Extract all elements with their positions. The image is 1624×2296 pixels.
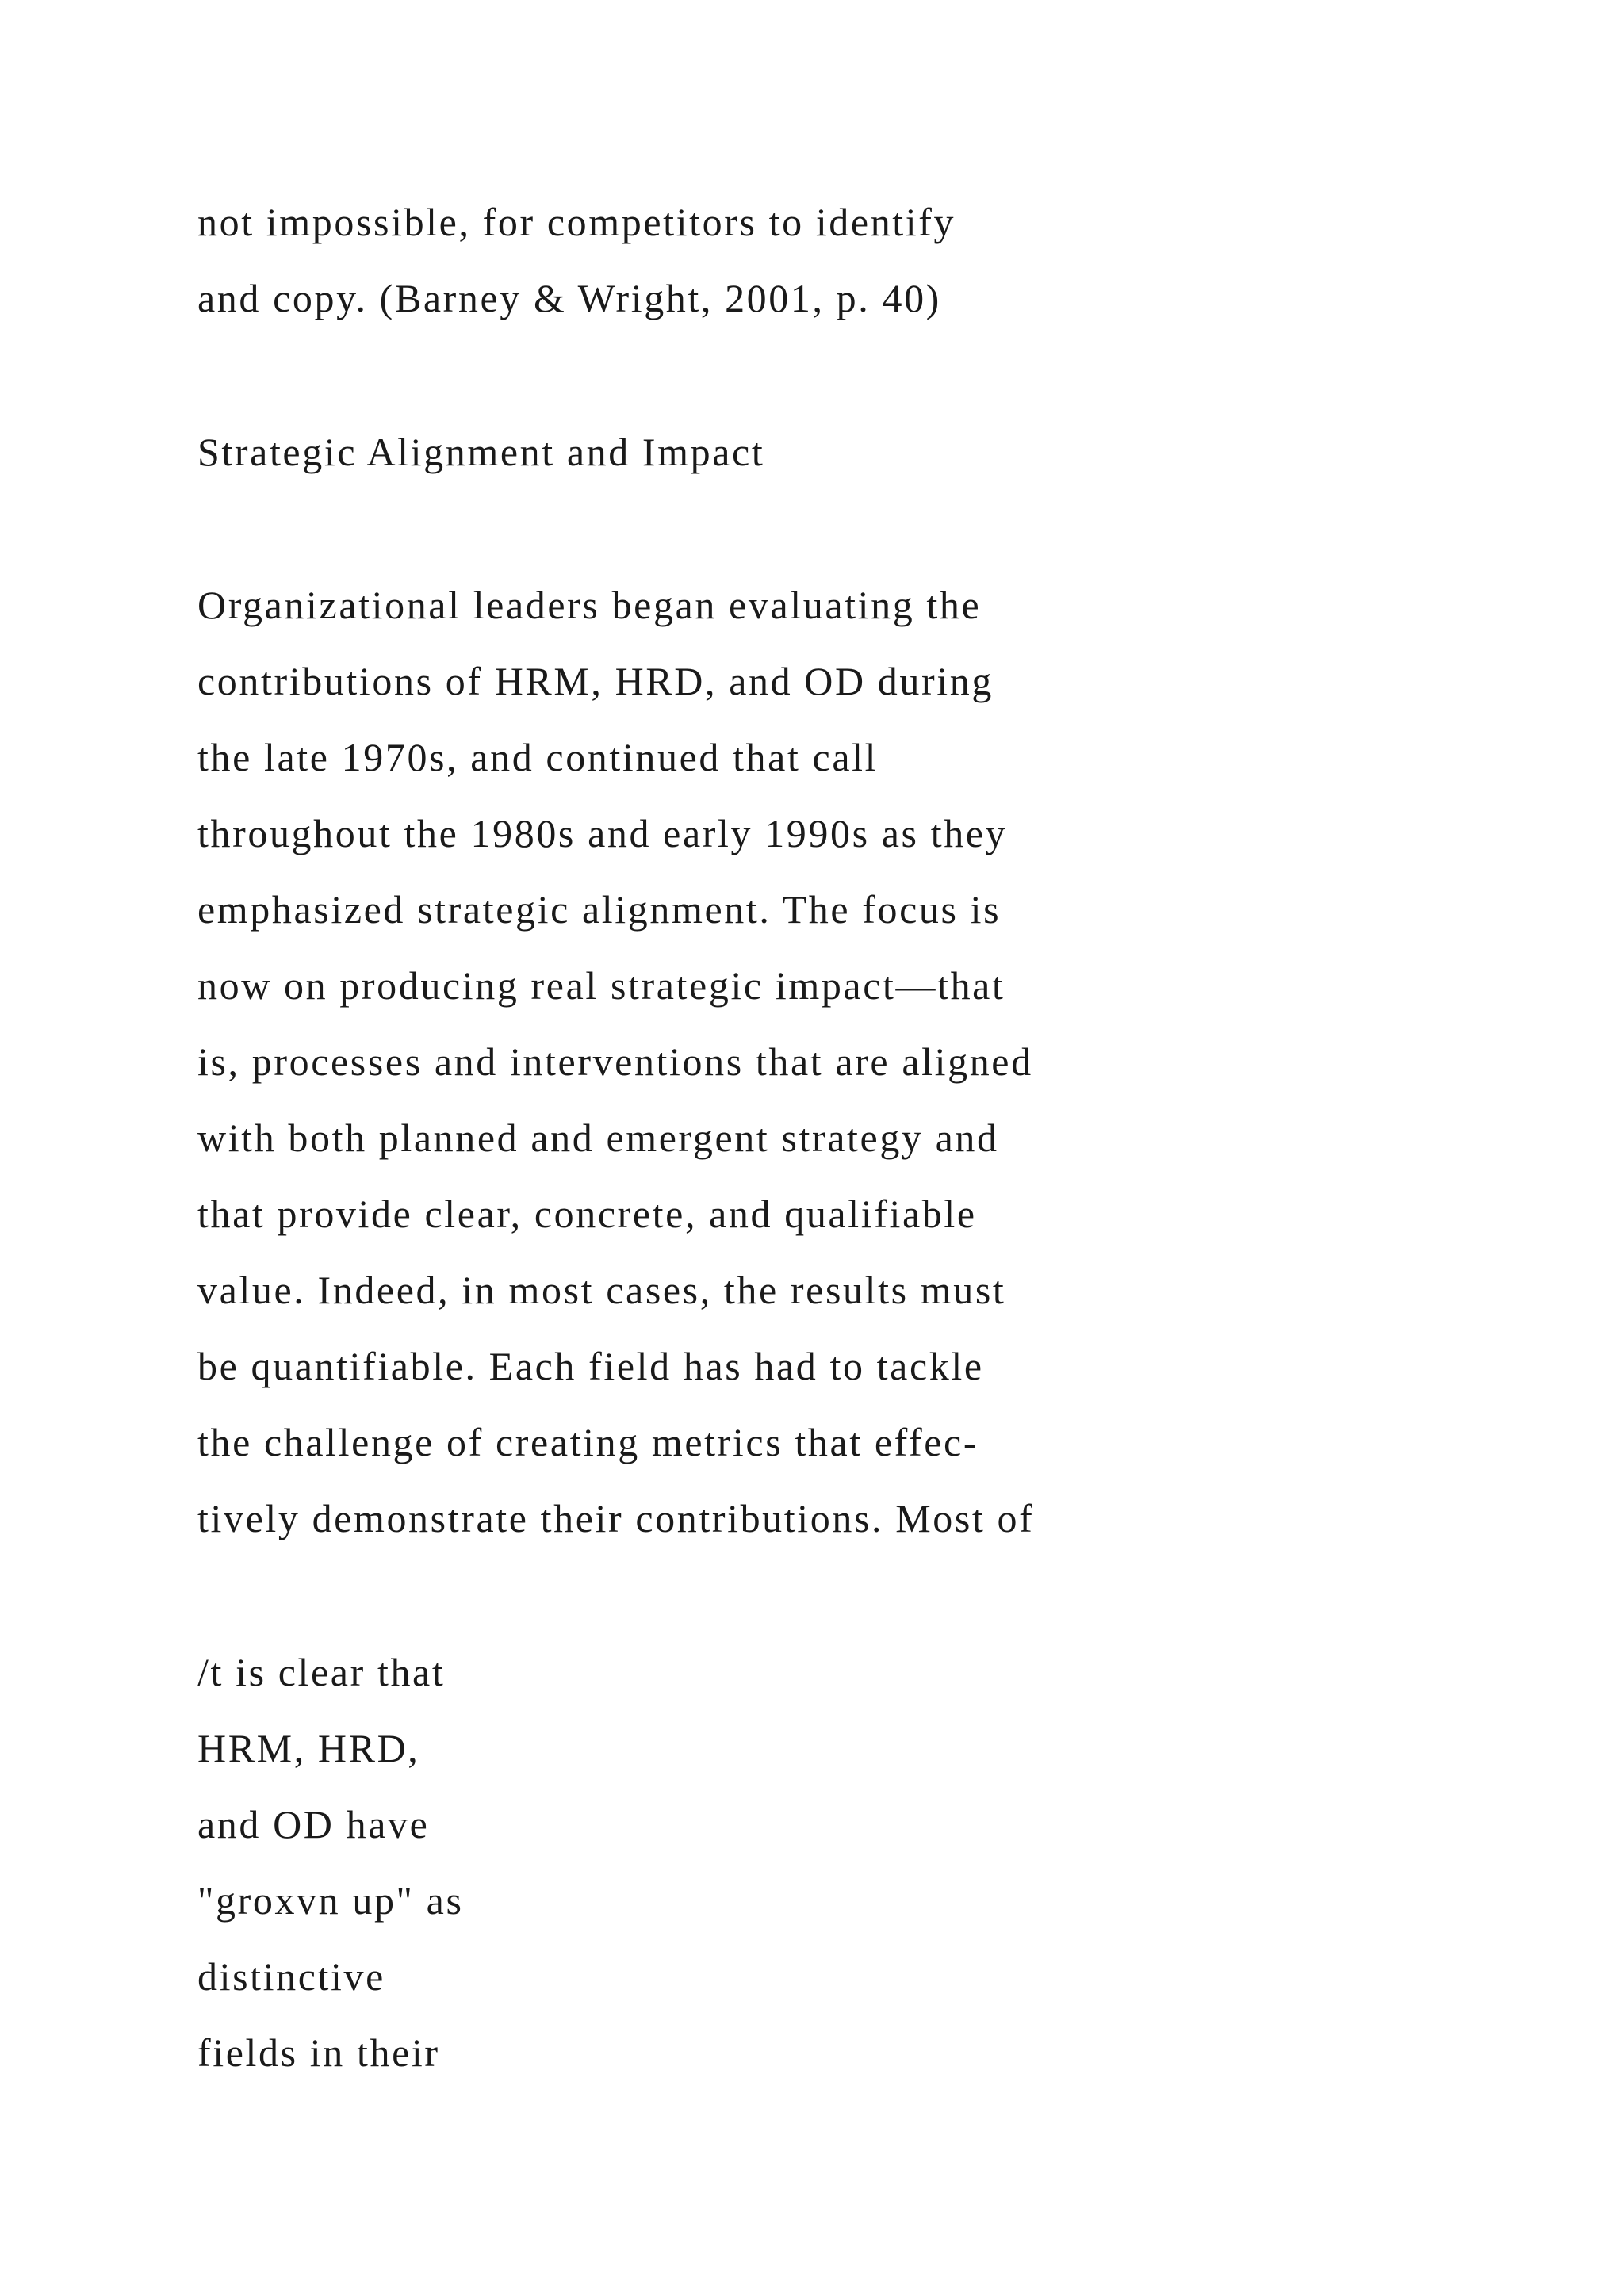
- body-line: contributions of HRM, HRD, and OD during: [197, 659, 994, 703]
- body-line: throughout the 1980s and early 1990s as they: [197, 811, 1008, 855]
- body-line: the challenge of creating metrics that effec-: [197, 1420, 979, 1464]
- body-line: be quantifiable. Each field has had to tackle: [197, 1344, 984, 1388]
- quote-continuation: [197, 184, 1545, 336]
- pull-quote-sidebar: [197, 1634, 1545, 2091]
- body-line: emphasized strategic alignment. The focus is: [197, 887, 1002, 932]
- body-paragraph: [197, 567, 1545, 1556]
- section-heading: [197, 414, 1545, 490]
- quote-line: and copy. (Barney & Wright, 2001, p. 40): [197, 276, 941, 320]
- sidebar-line: /t is clear that: [197, 1650, 446, 1694]
- quote-line: not impossible, for competitors to identify: [197, 200, 956, 244]
- body-line: value. Indeed, in most cases, the results must: [197, 1268, 1006, 1312]
- sidebar-line: and OD have: [197, 1802, 430, 1846]
- body-line: is, processes and interventions that are aligned: [197, 1039, 1033, 1084]
- section-heading-text: Strategic Alignment and Impact: [197, 430, 765, 474]
- body-line: the late 1970s, and continued that call: [197, 735, 879, 779]
- body-line: with both planned and emergent strategy and: [197, 1115, 999, 1160]
- body-line: that provide clear, concrete, and qualifiable: [197, 1192, 977, 1236]
- body-line: tively demonstrate their contributions. Most of: [197, 1496, 1035, 1540]
- sidebar-line: "groxvn up" as: [197, 1878, 464, 1923]
- sidebar-line: HRM, HRD,: [197, 1726, 420, 1770]
- body-line: Organizational leaders began evaluating the: [197, 583, 982, 627]
- sidebar-line: distinctive: [197, 1954, 385, 1999]
- body-line: now on producing real strategic impact—that: [197, 963, 1005, 1008]
- sidebar-line: fields in their: [197, 2030, 440, 2075]
